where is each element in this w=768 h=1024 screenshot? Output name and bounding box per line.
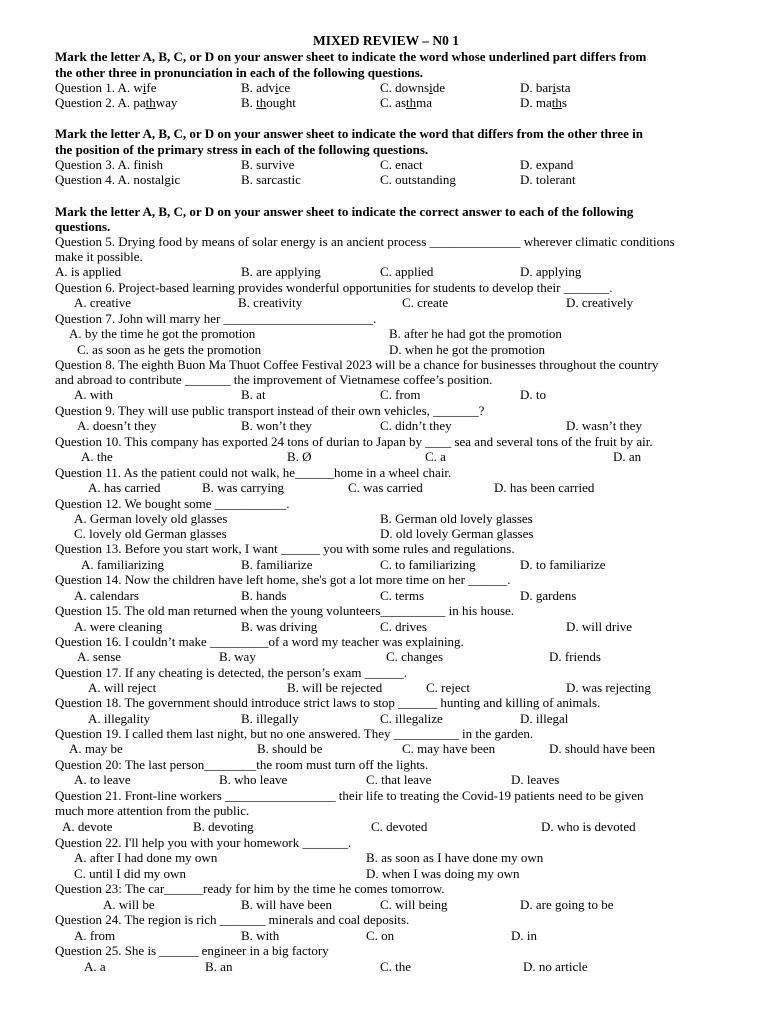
question-2-option-b: B. thought bbox=[241, 95, 296, 110]
question-11-option-c: C. was carried bbox=[348, 480, 423, 495]
question-14-option-a: A. calendars bbox=[74, 588, 139, 603]
question-24-option-b: B. with bbox=[241, 928, 280, 943]
question-14-option-b: B. hands bbox=[241, 588, 287, 603]
question-1-option-c: C. downside bbox=[380, 80, 446, 95]
question-18-stem: Question 18. The government should introduce strict laws to stop ______ hunting and killing of animals. bbox=[55, 695, 601, 710]
question-16-option-a: A. sense bbox=[77, 649, 122, 664]
question-24-option-a: A. from bbox=[74, 928, 116, 943]
question-8-option-b: B. at bbox=[241, 387, 266, 402]
question-7-stem: Question 7. John will marry her _______________________. bbox=[55, 311, 377, 326]
question-15-option-a: A. were cleaning bbox=[74, 619, 163, 634]
question-8-option-d: D. to bbox=[520, 387, 546, 402]
question-4: Question 4. A. nostalgic bbox=[55, 172, 181, 187]
question-14-option-d: D. gardens bbox=[520, 588, 577, 603]
question-3: Question 3. A. finish bbox=[55, 157, 163, 172]
question-3-option-d: D. expand bbox=[520, 157, 574, 172]
question-11-option-a: A. has carried bbox=[88, 480, 161, 495]
question-23-option-c: C. will being bbox=[380, 897, 448, 912]
question-15-option-b: B. was driving bbox=[241, 619, 318, 634]
section2-instruction-line1: Mark the letter A, B, C, or D on your answer sheet to indicate the word that differs from the other three in bbox=[55, 126, 643, 141]
question-19-option-a: A. may be bbox=[69, 741, 123, 756]
question-25-option-c: C. the bbox=[380, 959, 412, 974]
question-10-option-a: A. the bbox=[81, 449, 113, 464]
question-17-option-b: B. will be rejected bbox=[287, 680, 383, 695]
question-19-stem: Question 19. I called them last night, but no one answered. They __________ in the garden. bbox=[55, 726, 534, 741]
section3-instruction-line2: questions. bbox=[55, 219, 111, 234]
question-11-stem: Question 11. As the patient could not walk, he______home in a wheel chair. bbox=[55, 465, 452, 480]
question-20-option-a: A. to leave bbox=[74, 772, 131, 787]
question-25-option-b: B. an bbox=[205, 959, 233, 974]
question-16-option-c: C. changes bbox=[386, 649, 444, 664]
question-6-option-c: C. create bbox=[402, 295, 449, 310]
question-2-option-c: C. asthma bbox=[380, 95, 433, 110]
question-23-option-b: B. will have been bbox=[241, 897, 332, 912]
question-12-option-c: C. lovely old German glasses bbox=[74, 526, 227, 541]
question-4-option-c: C. outstanding bbox=[380, 172, 456, 187]
question-12-option-b: B. German old lovely glasses bbox=[380, 511, 533, 526]
question-6-option-b: B. creativity bbox=[238, 295, 303, 310]
question-10-stem: Question 10. This company has exported 24 tons of durian to Japan by ____ sea and several tons of the fruit by air. bbox=[55, 434, 653, 449]
question-6-option-a: A. creative bbox=[74, 295, 132, 310]
question-14-stem: Question 14. Now the children have left home, she's got a lot more time on her ______. bbox=[55, 572, 511, 587]
question-2-option-d: D. maths bbox=[520, 95, 567, 110]
question-16-option-d: D. friends bbox=[549, 649, 601, 664]
question-25-option-d: D. no article bbox=[523, 959, 588, 974]
question-8-stem-cont: and abroad to contribute _______ the improvement of Vietnamese coffee’s position. bbox=[55, 372, 493, 387]
question-14-option-c: C. terms bbox=[380, 588, 425, 603]
question-18-option-d: D. illegal bbox=[520, 711, 569, 726]
question-17-stem: Question 17. If any cheating is detected, the person’s exam ______. bbox=[55, 665, 407, 680]
question-6-stem: Question 6. Project-based learning provides wonderful opportunities for students to develop their _______. bbox=[55, 280, 613, 295]
question-11-option-d: D. has been carried bbox=[494, 480, 595, 495]
question-24-option-d: D. in bbox=[511, 928, 537, 943]
question-18-option-c: C. illegalize bbox=[380, 711, 443, 726]
question-13-option-d: D. to familiarize bbox=[520, 557, 606, 572]
question-9-option-b: B. won’t they bbox=[241, 418, 312, 433]
question-6-option-d: D. creatively bbox=[566, 295, 634, 310]
question-18-option-a: A. illegality bbox=[88, 711, 151, 726]
question-12-option-d: D. old lovely German glasses bbox=[380, 526, 534, 541]
question-20-stem: Question 20: The last person________the room must turn off the lights. bbox=[55, 757, 429, 772]
question-9-stem: Question 9. They will use public transport instead of their own vehicles, _______? bbox=[55, 403, 485, 418]
question-17-option-a: A. will reject bbox=[88, 680, 157, 695]
question-13-option-c: C. to familiarizing bbox=[380, 557, 476, 572]
question-3-option-c: C. enact bbox=[380, 157, 423, 172]
question-8-option-c: C. from bbox=[380, 387, 421, 402]
section1-instruction-line2: the other three in pronunciation in each of the following questions. bbox=[55, 65, 423, 80]
question-17-option-c: C. reject bbox=[426, 680, 471, 695]
question-7-option-b: B. after he had got the promotion bbox=[389, 326, 562, 341]
question-2: Question 2. A. pathway bbox=[55, 95, 178, 110]
question-20-option-c: C. that leave bbox=[366, 772, 432, 787]
question-7-option-a: A. by the time he got the promotion bbox=[69, 326, 256, 341]
question-19-option-c: C. may have been bbox=[402, 741, 496, 756]
question-23-option-a: A. will be bbox=[103, 897, 155, 912]
question-5-stem-cont: make it possible. bbox=[55, 249, 143, 264]
question-25-stem: Question 25. She is ______ engineer in a big factory bbox=[55, 943, 329, 958]
question-5-option-c: C. applied bbox=[380, 264, 434, 279]
question-24-option-c: C. on bbox=[366, 928, 395, 943]
section3-instruction-line1: Mark the letter A, B, C, or D on your answer sheet to indicate the correct answer to each of the following bbox=[55, 204, 634, 219]
question-4-option-d: D. tolerant bbox=[520, 172, 576, 187]
question-21-option-d: D. who is devoted bbox=[541, 819, 636, 834]
question-21-stem-cont: much more attention from the public. bbox=[55, 803, 250, 818]
question-13-option-b: B. familiarize bbox=[241, 557, 313, 572]
question-7-option-d: D. when he got the promotion bbox=[389, 342, 545, 357]
question-5-option-d: D. applying bbox=[520, 264, 582, 279]
question-12-option-a: A. German lovely old glasses bbox=[74, 511, 228, 526]
question-16-option-b: B. way bbox=[219, 649, 256, 664]
question-10-option-d: D. an bbox=[613, 449, 642, 464]
question-21-option-a: A. devote bbox=[62, 819, 113, 834]
question-17-option-d: D. was rejecting bbox=[566, 680, 651, 695]
question-24-stem: Question 24. The region is rich _______ minerals and coal deposits. bbox=[55, 912, 410, 927]
question-8-option-a: A. with bbox=[74, 387, 113, 402]
question-13-stem: Question 13. Before you start work, I want ______ you with some rules and regulations. bbox=[55, 541, 515, 556]
question-21-stem: Question 21. Front-line workers _________________ their life to treating the Covid-19 patients need to be given bbox=[55, 788, 644, 803]
question-21-option-c: C. devoted bbox=[371, 819, 428, 834]
question-9-option-a: A. doesn’t they bbox=[77, 418, 157, 433]
question-4-option-b: B. sarcastic bbox=[241, 172, 301, 187]
question-3-option-b: B. survive bbox=[241, 157, 295, 172]
question-10-option-c: C. a bbox=[425, 449, 446, 464]
page-title: MIXED REVIEW – N0 1 bbox=[313, 33, 460, 48]
question-8-stem: Question 8. The eighth Buon Ma Thuot Coffee Festival 2023 will be a chance for businesses throughout the country bbox=[55, 357, 659, 372]
question-16-stem: Question 16. I couldn’t make _________of a word my teacher was explaining. bbox=[55, 634, 464, 649]
question-7-option-c: C. as soon as he gets the promotion bbox=[77, 342, 262, 357]
question-23-option-d: D. are going to be bbox=[520, 897, 614, 912]
question-23-stem: Question 23: The car______ready for him by the time he comes tomorrow. bbox=[55, 881, 445, 896]
question-25-option-a: A. a bbox=[84, 959, 106, 974]
question-22-option-a: A. after I had done my own bbox=[74, 850, 218, 865]
question-15-option-c: C. drives bbox=[380, 619, 427, 634]
question-12-stem: Question 12. We bought some ___________. bbox=[55, 496, 290, 511]
question-22-option-d: D. when I was doing my own bbox=[366, 866, 520, 881]
section1-instruction-line1: Mark the letter A, B, C, or D on your answer sheet to indicate the word whose underlined part differs from bbox=[55, 49, 647, 64]
question-1-option-d: D. barista bbox=[520, 80, 571, 95]
question-5-option-a: A. is applied bbox=[55, 264, 122, 279]
question-22-option-b: B. as soon as I have done my own bbox=[366, 850, 544, 865]
question-5-option-b: B. are applying bbox=[241, 264, 321, 279]
question-1: Question 1. A. wife bbox=[55, 80, 157, 95]
question-15-option-d: D. will drive bbox=[566, 619, 633, 634]
question-19-option-b: B. should be bbox=[257, 741, 323, 756]
question-5-stem: Question 5. Drying food by means of solar energy is an ancient process ______________ wherever climatic conditions bbox=[55, 234, 675, 249]
question-11-option-b: B. was carrying bbox=[202, 480, 284, 495]
question-18-option-b: B. illegally bbox=[241, 711, 299, 726]
question-1-option-b: B. advice bbox=[241, 80, 291, 95]
question-22-stem: Question 22. I'll help you with your homework _______. bbox=[55, 835, 352, 850]
question-20-option-b: B. who leave bbox=[219, 772, 288, 787]
question-13-option-a: A. familiarizing bbox=[81, 557, 165, 572]
question-15-stem: Question 15. The old man returned when the young volunteers__________ in his house. bbox=[55, 603, 515, 618]
question-21-option-b: B. devoting bbox=[193, 819, 254, 834]
question-19-option-d: D. should have been bbox=[549, 741, 656, 756]
question-22-option-c: C. until I did my own bbox=[74, 866, 186, 881]
question-20-option-d: D. leaves bbox=[511, 772, 560, 787]
section2-instruction-line2: the position of the primary stress in each of the following questions. bbox=[55, 142, 429, 157]
question-9-option-c: C. didn’t they bbox=[380, 418, 452, 433]
question-10-option-b: B. Ø bbox=[287, 449, 312, 464]
question-9-option-d: D. wasn’t they bbox=[566, 418, 642, 433]
